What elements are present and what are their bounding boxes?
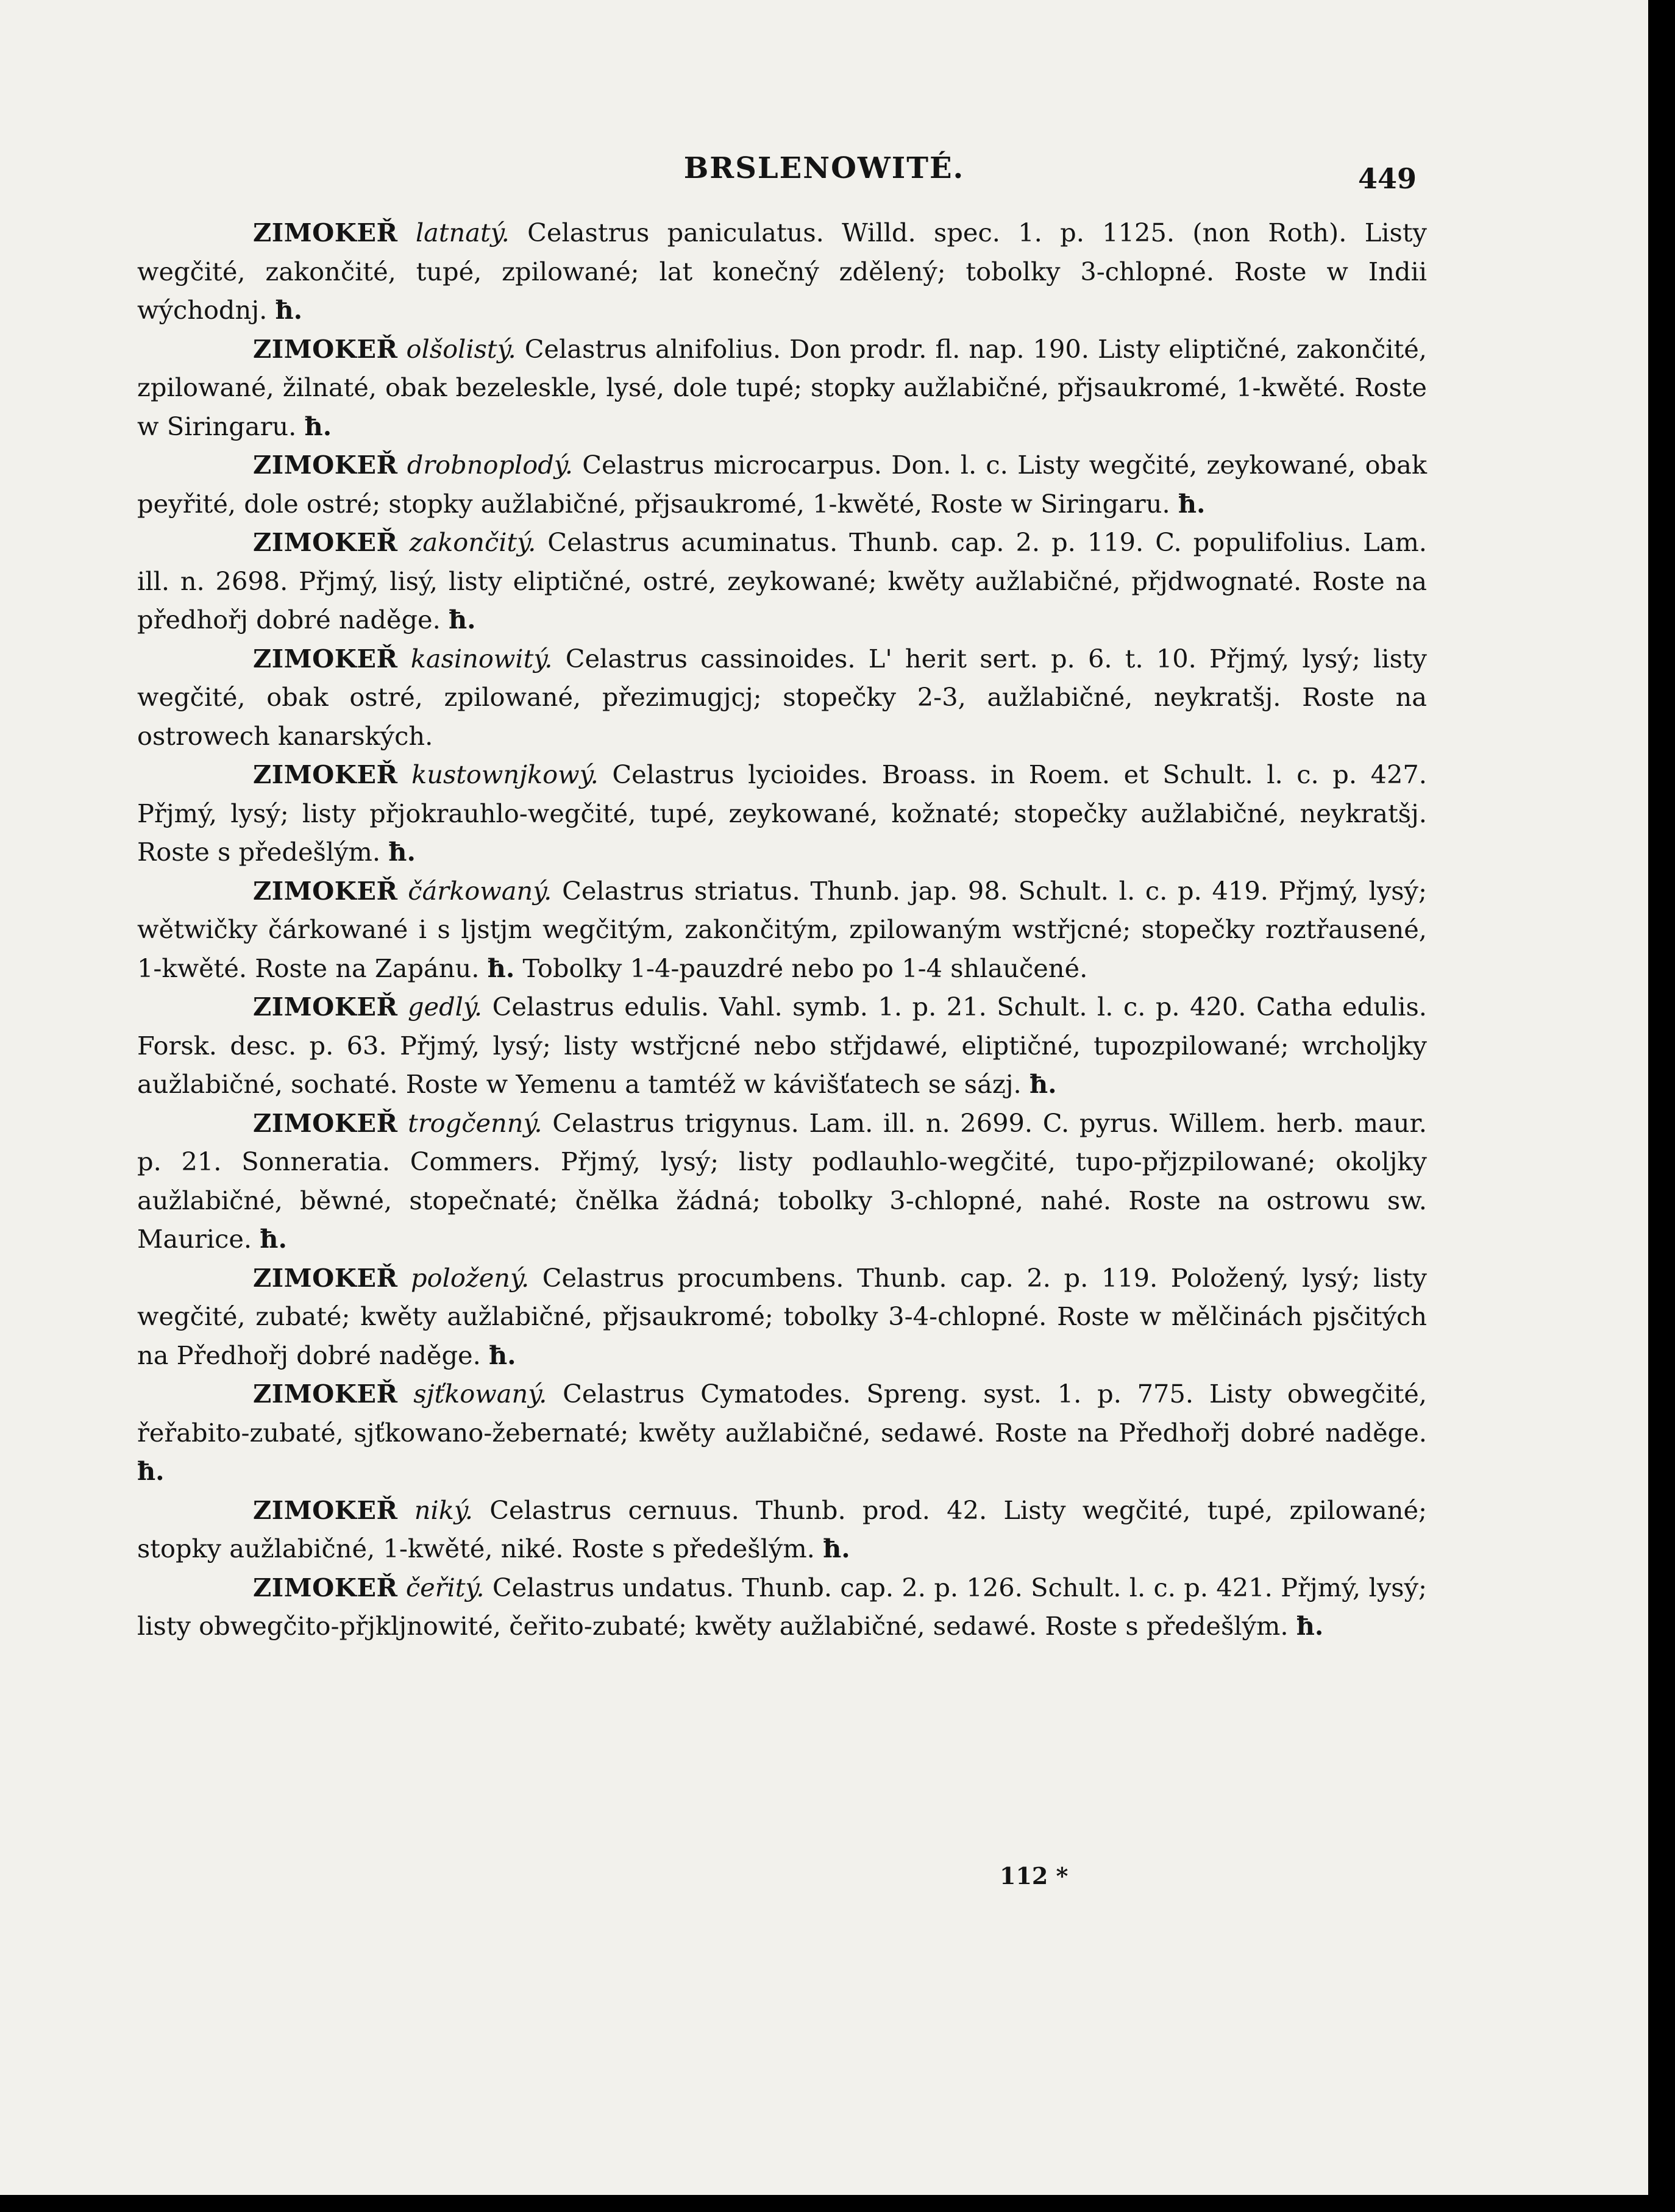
genus-name: ZIMOKEŘ <box>253 1108 398 1138</box>
shrub-sign: ħ. <box>137 1456 165 1486</box>
species-entry <box>137 446 1427 523</box>
species-entry <box>137 1491 1427 1568</box>
entry-description: Celastrus microcarpus. Don. l. c. Listy wegčité, zeykowané, obak peyřité, dole ostré; stopky aužlabičné, přjsaukromé, 1-kwěté, Roste w Siringaru. <box>137 450 1427 519</box>
genus-name: ZIMOKEŘ <box>253 992 398 1022</box>
shrub-sign: ħ. <box>448 605 476 635</box>
genus-name: ZIMOKEŘ <box>253 450 398 480</box>
species-entry <box>137 330 1427 446</box>
signature-mark: 112 * <box>1000 1862 1069 1890</box>
species-epithet: kustownjkowý. <box>411 759 599 789</box>
page-header <box>0 151 1648 200</box>
species-entry <box>137 1374 1427 1491</box>
genus-name: ZIMOKEŘ <box>253 333 398 364</box>
shrub-sign: ħ. <box>304 411 332 441</box>
genus-name: ZIMOKEŘ <box>253 1572 398 1602</box>
shrub-sign: ħ. <box>1178 488 1206 519</box>
genus-name: ZIMOKEŘ <box>253 1379 398 1409</box>
entry-description: Celastrus lycioides. Broass. in Roem. et Schult. l. c. p. 427. Přjmý, lysý; listy přjokrauhlo-wegčité, tupé, zeykowané, kožnaté; stopečky aužlabičné, neykratšj. Roste s předešlým. <box>137 759 1427 867</box>
entry-list <box>137 213 1427 1646</box>
entry-description: Celastrus undatus. Thunb. cap. 2. p. 126. Schult. l. c. p. 421. Přjmý, lysý; listy obwegčito-přjkljnowité, čeřito-zubaté; kwěty aužlabičné, sedawé. Roste s předešlým. <box>137 1572 1427 1641</box>
entry-description: Celastrus striatus. Thunb. jap. 98. Schult. l. c. p. 419. Přjmý, lysý; wětwičky čárkowané i s ljstjm wegčitým, zakončitým, zpilowaným wstřjcné; stopečky roztřausené, 1-kwěté. Roste na Zapánu. <box>137 875 1427 983</box>
entry-description: Celastrus acuminatus. Thunb. cap. 2. p. 119. C. populifolius. Lam. ill. n. 2698. Přjmý, lisý, listy eliptičné, ostré, zeykowané; kwěty aužlabičné, přjdwognaté. Roste na předhořj dobré naděge. <box>137 527 1427 635</box>
shrub-sign: ħ. <box>1296 1611 1324 1641</box>
species-entry <box>137 1568 1427 1646</box>
species-epithet: drobnoplodý. <box>407 450 573 480</box>
species-entry <box>137 523 1427 639</box>
genus-name: ZIMOKEŘ <box>253 875 398 906</box>
species-epithet: položený. <box>411 1262 530 1293</box>
species-entry <box>137 872 1427 988</box>
entry-description: Celastrus procumbens. Thunb. cap. 2. p. 119. Položený, lysý; listy wegčité, zubaté; kwěty aužlabičné, přjsaukromé; tobolky 3-4-chlopné. Roste w mělčinách pjsčitých na Předhořj dobré naděge. <box>137 1262 1427 1370</box>
species-epithet: čárkowaný. <box>408 875 552 906</box>
genus-name: ZIMOKEŘ <box>253 759 398 789</box>
shrub-sign: ħ. <box>388 837 416 867</box>
shrub-sign: ħ. <box>1029 1069 1057 1099</box>
species-entry <box>137 639 1427 756</box>
species-epithet: kasinowitý. <box>410 643 553 674</box>
genus-name: ZIMOKEŘ <box>253 1495 398 1525</box>
entry-description: Celastrus alnifolius. Don prodr. fl. nap. 190. Listy eliptičné, zakončité, zpilowané, žilnaté, obak bezeleskle, lysé, dole tupé; stopky aužlabičné, přjsaukromé, 1-kwěté. Roste w Siringaru. <box>137 333 1427 441</box>
species-entry <box>137 1259 1427 1375</box>
species-epithet: zakončitý. <box>409 527 536 557</box>
species-epithet: sjťkowaný. <box>413 1379 547 1409</box>
species-epithet: gedlý. <box>407 992 483 1022</box>
species-epithet: olšolistý. <box>406 333 516 364</box>
species-entry <box>137 1104 1427 1259</box>
running-title: BRSLENOWITÉ. <box>683 151 965 185</box>
genus-name: ZIMOKEŘ <box>253 643 398 674</box>
entry-description: Celastrus paniculatus. Willd. spec. 1. p. 1125. (non Roth). Listy wegčité, zakončité, tupé, zpilowané; lat konečný zdělený; tobolky 3-chlopné. Roste w Indii wýchodnj. <box>137 218 1427 325</box>
species-entry <box>137 755 1427 872</box>
entry-description: Celastrus edulis. Vahl. symb. 1. p. 21. Schult. l. c. p. 420. Catha edulis. Forsk. desc. p. 63. Přjmý, lysý; listy wstřjcné nebo střjdawé, eliptičné, tupozpilowané; wrcholjky aužlabičné, sochaté. Roste w Yemenu a tamtéž w kávišťatech se sázj. <box>137 992 1427 1099</box>
shrub-sign: ħ. <box>260 1224 287 1254</box>
species-epithet: čeřitý. <box>405 1572 485 1602</box>
genus-name: ZIMOKEŘ <box>253 527 398 557</box>
species-epithet: niký. <box>414 1495 473 1525</box>
species-entry <box>137 987 1427 1104</box>
shrub-sign: ħ. <box>275 295 303 325</box>
entry-description: Celastrus cernuus. Thunb. prod. 42. Listy wegčité, tupé, zpilowané; stopky aužlabičné, 1-kwěté, niké. Roste s předešlým. <box>137 1495 1427 1563</box>
entry-note: Tobolky 1-4-pauzdré nebo po 1-4 shlaučené. <box>522 953 1088 983</box>
page-number: 449 <box>1357 162 1417 195</box>
species-epithet: trogčenný. <box>408 1108 542 1138</box>
shrub-sign: ħ. <box>823 1534 850 1563</box>
shrub-sign: ħ. <box>488 1340 516 1370</box>
species-epithet: latnatý. <box>415 218 510 247</box>
entry-description: Celastrus trigynus. Lam. ill. n. 2699. C. pyrus. Willem. herb. maur. p. 21. Sonneratia. Commers. Přjmý, lysý; listy podlauhlo-wegčité, tupo-přjzpilowané; okoljky aužlabičné, běwné, stopečnaté; čnělka žádná; tobolky 3-chlopné, nahé. Roste na ostrowu sw. Maurice. <box>137 1108 1427 1254</box>
genus-name: ZIMOKEŘ <box>253 218 398 247</box>
species-entry <box>137 213 1427 330</box>
entry-description: Celastrus cassinoides. L' herit sert. p. 6. t. 10. Přjmý, lysý; listy wegčité, obak ostré, zpilowané, přezimugjcj; stopečky 2-3, aužlabičné, neykratšj. Roste na ostrowech kanarských. <box>137 643 1427 751</box>
genus-name: ZIMOKEŘ <box>253 1262 398 1293</box>
shrub-sign: ħ. <box>487 953 515 983</box>
entry-description: Celastrus Cymatodes. Spreng. syst. 1. p. 775. Listy obwegčité, řeřabito-zubaté, sjťkowano-žebernaté; kwěty aužlabičné, sedawé. Roste na Předhořj dobré naděge. <box>137 1379 1427 1448</box>
